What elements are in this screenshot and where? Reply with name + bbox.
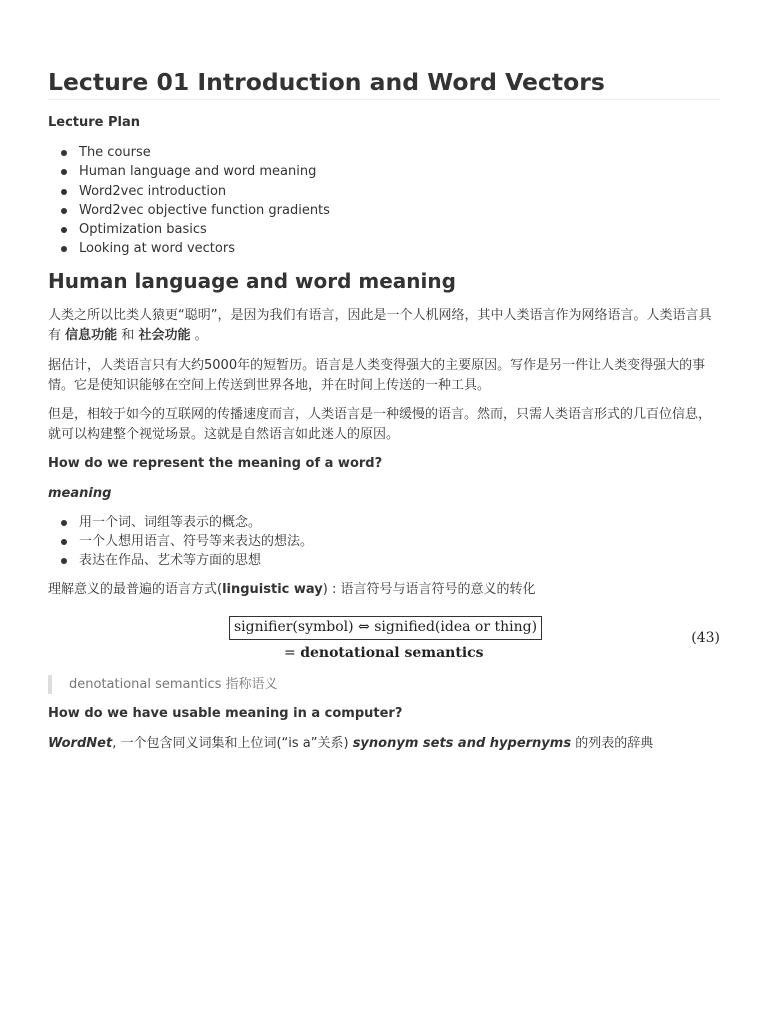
list-item: The course [48,143,720,162]
equation-block [48,616,720,668]
meaning-label: meaning [48,485,112,501]
list-item: Human language and word meaning [48,162,720,181]
list-item: 用一个词、词组等表示的概念。 [48,513,720,532]
paragraph-text: 理解意义的最普遍的语言方式( [48,581,223,597]
question-heading: How do we represent the meaning of a word? [48,455,383,471]
section-heading: Human language and word meaning [48,268,456,293]
paragraph-intro [48,306,720,346]
paragraph-text: 人类之所以比类人猿更“聪明”，是因为我们有语言，因此是一个人机网络，其中人类语言作为网络语言。人类语言具有 [48,307,712,343]
equation-result: denotational semantics [300,644,484,661]
list-item: Looking at word vectors [48,239,720,258]
bold-term-social: 社会功能 [138,327,191,343]
meaning-list [48,513,720,571]
blockquote: denotational semantics 指称语义 [48,675,720,694]
list-item: 一个人想用语言、符号等来表达的想法。 [48,532,720,551]
wordnet-term: WordNet [48,735,113,751]
linguistic-paragraph [48,580,720,600]
list-item: Optimization basics [48,220,720,239]
lecture-plan-heading: Lecture Plan [48,115,141,130]
list-item: Word2vec objective function gradients [48,201,720,220]
paragraph-speed: 但是，相较于如今的互联网的传播速度而言，人类语言是一种缓慢的语言。然而，只需人类语言形式的几百位信息，就可以构建整个视觉场景。这就是自然语言如此迷人的原因。 [48,406,712,442]
paragraph-history: 据估计，人类语言只有大约5000年的短暂历。语言是人类变得强大的主要原因。写作是另一件让人类变得强大的事情。它是使知识能够在空间上传送到世界各地，并在时间上传送的一种工具。 [48,357,706,393]
equals-sign: = [284,644,296,661]
paragraph-text: ) : 语言符号与语言符号的意义的转化 [322,581,536,597]
equation-number: (43) [691,629,720,646]
boxed-equation: signifier(symbol) ⇔ signified(idea or thing) [229,616,542,640]
list-item: Word2vec introduction [48,182,720,201]
wordnet-paragraph [48,734,720,754]
synonym-term: synonym sets and hypernyms [352,735,572,751]
paragraph-text: 和 [121,327,135,343]
question-heading-2: How do we have usable meaning in a computer? [48,705,403,721]
paragraph-text: 的列表的辞典 [571,735,654,751]
list-item: 表达在作品、艺术等方面的思想 [48,551,720,570]
lecture-plan-list [48,143,720,259]
bold-term-linguistic: linguistic way [222,581,323,597]
paragraph-text: 。 [194,327,208,343]
page-title: Lecture 01 Introduction and Word Vectors [48,66,720,100]
bold-term-info: 信息功能 [65,327,118,343]
paragraph-text: , 一个包含同义词集和上位词(“is a”关系) [112,735,353,751]
equation-second-line [284,644,484,663]
